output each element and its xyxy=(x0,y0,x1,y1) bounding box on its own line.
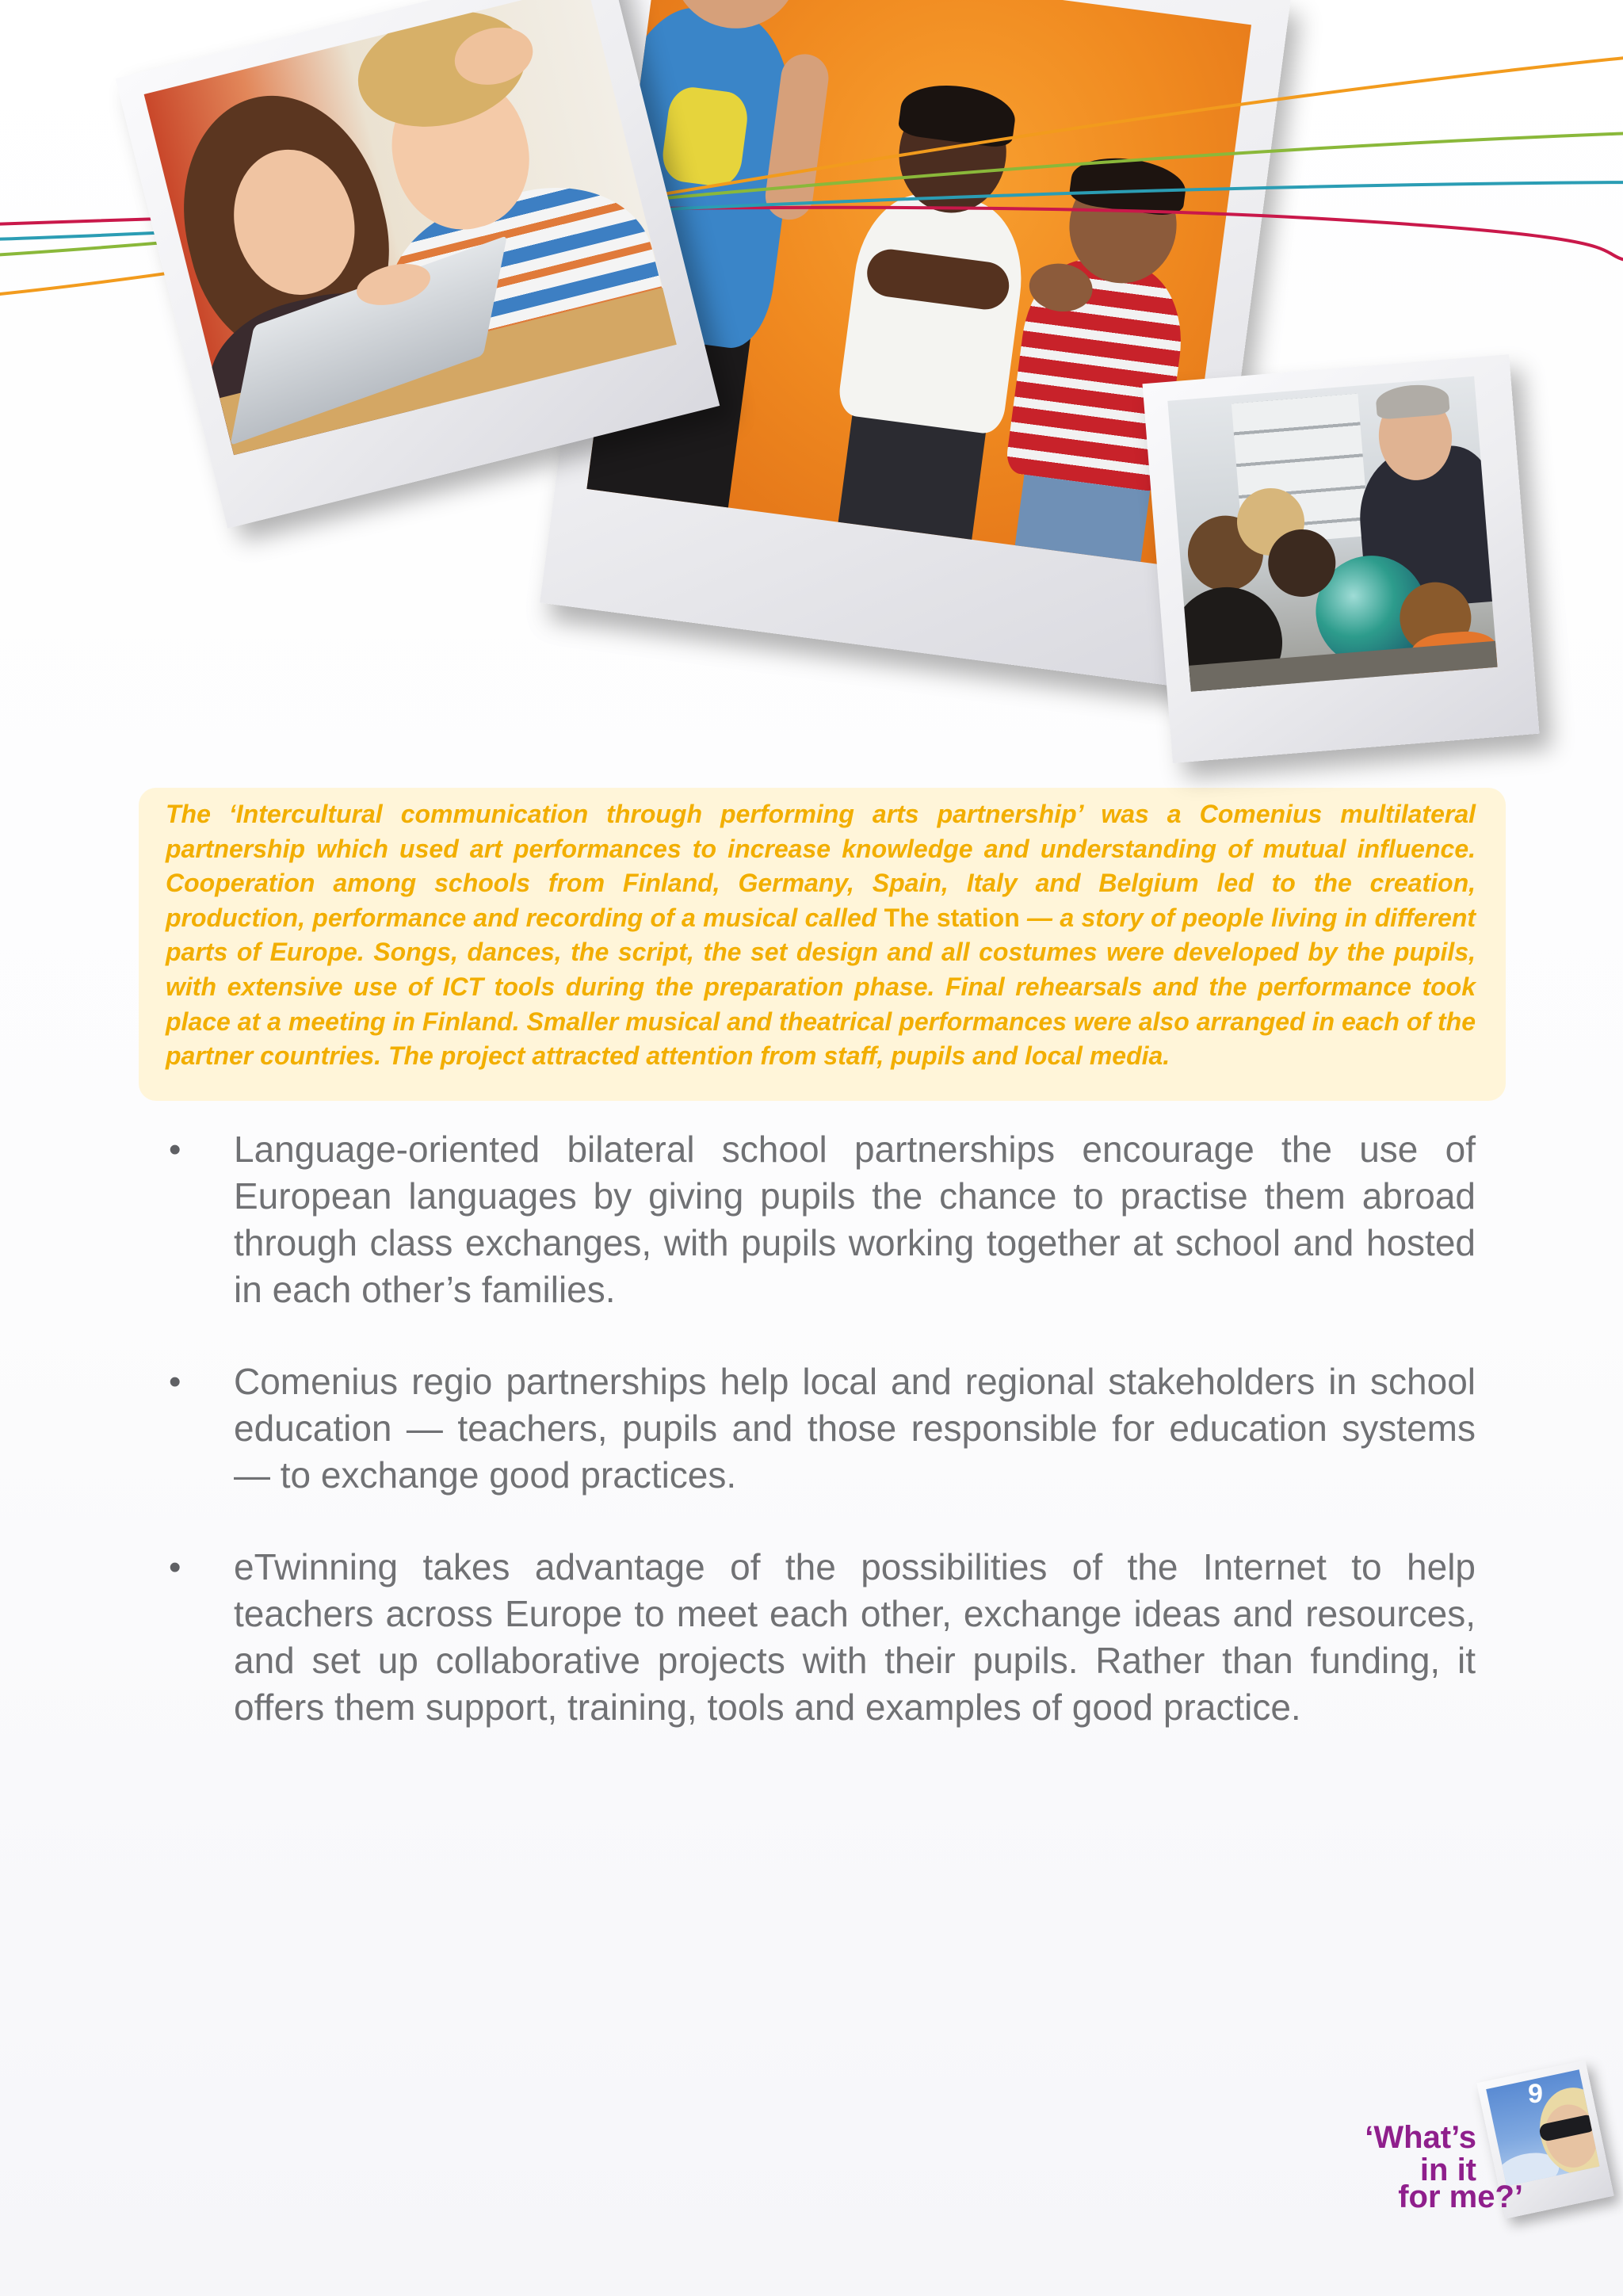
teen-shirt-print xyxy=(659,85,750,189)
case-study-text xyxy=(166,797,1476,1074)
bullet-text-bilateral-partnerships: Language-oriented bilateral school partnerships encourage the use of European languages by giving pupils the chance to practise them abroad through class exchanges, with pupils working together at school and hosted in each other’s families. xyxy=(234,1128,1476,1310)
case-study-text-continuation: — a story of people living in different parts of Europe. Songs, dances, the script, the set design and all costumes were developed by the pupils, with extensive use of ICT tools during the preparation phase. Final rehearsals and the performance took place at a meeting in Finland. Smaller musical and theatrical performances were also arranged in each of the partner countries. The project attracted attention from staff, pupils and local media. xyxy=(166,903,1476,1071)
programme-actions-list xyxy=(0,1126,1623,1731)
list-item xyxy=(169,1358,1476,1499)
list-item xyxy=(169,1544,1476,1731)
bullet-text-comenius-regio: Comenius regio partnerships help local and regional stakeholders in school education — teachers, pupils and those responsible for education systems — to exchange good practices. xyxy=(234,1360,1476,1496)
bullet-marker: • xyxy=(169,1362,181,1401)
tagline-line-1: ‘What’s xyxy=(1365,2120,1476,2155)
tagline-line-3: for me?’ xyxy=(1398,2179,1523,2214)
middle-child-shirt xyxy=(836,186,1031,436)
photo-frame-classroom xyxy=(1142,354,1539,763)
page-number: 9 xyxy=(1528,2079,1543,2109)
teacher-hair xyxy=(1375,382,1450,419)
case-study-callout xyxy=(139,788,1506,1101)
list-item xyxy=(169,1126,1476,1313)
bullet-marker: • xyxy=(169,1129,181,1169)
tagline-line-2: in it xyxy=(1419,2153,1476,2187)
case-study-text-intro: The ‘Intercultural communication through performing arts partnership’ was a Comenius multilateral partnership which used art performances to increase knowledge and understanding of mutual influence. Cooperation among schools from Finland, Germany, Spain, Italy and Belgium led to the creation, production, performance and recording of a musical called xyxy=(166,800,1476,932)
photo-teacher-and-boy-at-laptop xyxy=(144,0,677,455)
bullet-text-etwinning: eTwinning takes advantage of the possibilities of the Internet to help teachers across Europe to meet each other, exchange ideas and resources, and set up collaborative projects with their pupils. Rather than funding, it offers them support, training, tools and examples of good practice. xyxy=(234,1545,1476,1728)
main-content xyxy=(0,788,1623,1731)
photo-classroom-globe xyxy=(1167,376,1497,692)
musical-title: The station xyxy=(884,903,1020,932)
bullet-marker: • xyxy=(169,1547,181,1587)
